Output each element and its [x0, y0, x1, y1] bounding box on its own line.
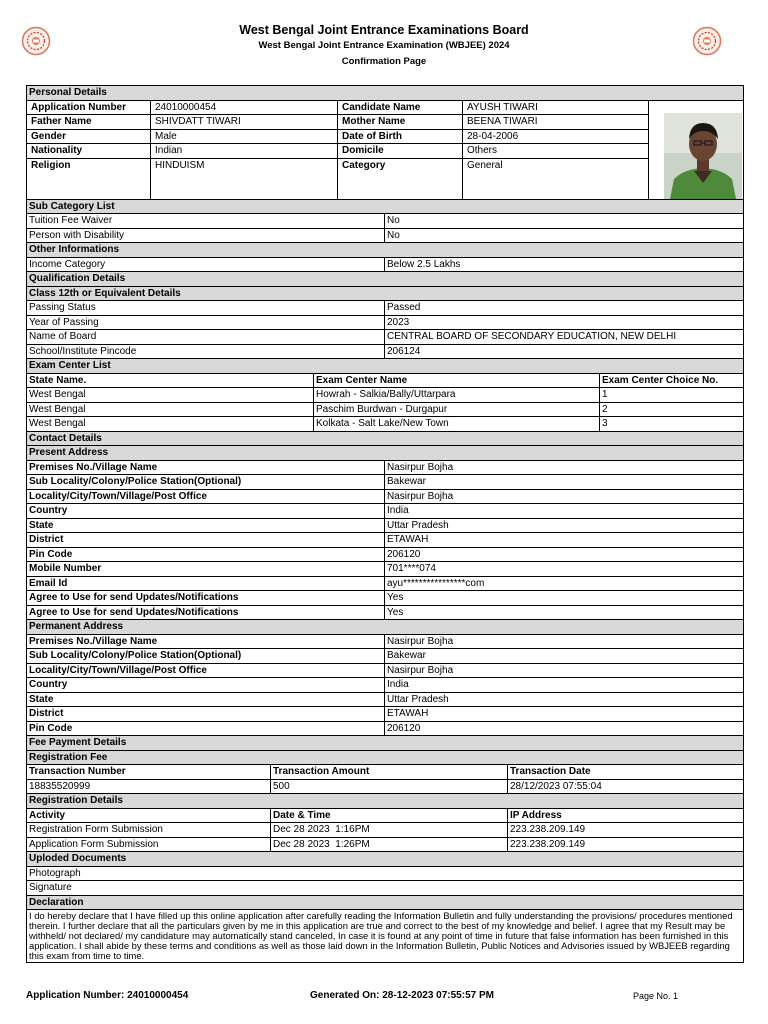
field-label: Date of Birth — [338, 130, 463, 145]
table-row — [27, 664, 743, 679]
table-row — [27, 417, 743, 432]
transaction-number: 18835520999 — [27, 780, 271, 794]
field-value: Nasirpur Bojha — [387, 490, 454, 502]
field-value: Bakewar — [387, 650, 426, 661]
subsection-present-address: Present Address — [27, 446, 743, 461]
field-label: Candidate Name — [338, 101, 463, 116]
table-row — [27, 678, 743, 693]
field-label: Locality/City/Town/Village/Post Office — [27, 664, 385, 678]
field-value: Nasirpur Bojha — [387, 664, 454, 676]
field-label: Sub Locality/Colony/Police Station(Optional) — [27, 475, 385, 489]
field-label: Category — [338, 159, 463, 200]
footer-generated-on: Generated On: 28-12-2023 07:55:57 PM — [310, 990, 494, 1001]
field-label: Premises No./Village Name — [27, 461, 385, 475]
candidate-photo — [664, 113, 742, 199]
section-sub-category: Sub Category List — [27, 200, 743, 215]
table-cell: 2 — [602, 403, 608, 415]
domicile-value: Others — [463, 144, 649, 159]
table-row — [27, 780, 743, 795]
field-label: Mobile Number — [27, 562, 385, 576]
table-row — [27, 388, 743, 403]
table-row — [27, 635, 743, 650]
field-label: Sub Locality/Colony/Police Station(Optional) — [27, 649, 385, 663]
table-row — [27, 722, 743, 737]
section-other-info: Other Informations — [27, 243, 743, 258]
section-exam-center: Exam Center List — [27, 359, 743, 374]
page-header — [0, 22, 768, 69]
table-row — [27, 115, 651, 130]
table-cell: 223.238.209.149 — [510, 824, 586, 835]
list-item — [27, 881, 743, 896]
field-label: School/Institute Pincode — [27, 345, 385, 359]
field-label: State — [27, 693, 385, 707]
column-header: Transaction Amount — [271, 765, 508, 779]
table-row — [27, 649, 743, 664]
table-row — [27, 548, 743, 563]
subsection-class-12: Class 12th or Equivalent Details — [27, 287, 743, 302]
field-value: 206120 — [387, 722, 421, 734]
table-cell: Dec 28 2023 1:26PM — [271, 838, 508, 852]
table-row — [27, 130, 651, 145]
nationality-value: Indian — [151, 144, 338, 159]
field-label: Domicile — [338, 144, 463, 159]
table-row — [27, 823, 743, 838]
table-row — [27, 519, 743, 534]
father-name-value: SHIVDATT TIWARI — [151, 115, 338, 130]
field-label: District — [27, 707, 385, 721]
field-label: Email Id — [27, 577, 385, 591]
field-value: Passed — [387, 302, 421, 313]
table-row — [27, 475, 743, 490]
table-row — [27, 707, 743, 722]
table-row — [27, 301, 743, 316]
table-row — [27, 838, 743, 853]
table-row — [27, 490, 743, 505]
field-label: Agree to Use for send Updates/Notifications — [27, 591, 385, 605]
field-label: Agree to Use for send Updates/Notifications — [27, 606, 385, 620]
field-value: Nasirpur Bojha — [387, 635, 454, 647]
field-value: No — [387, 229, 400, 241]
table-cell: Paschim Burdwan - Durgapur — [314, 403, 600, 417]
field-value: ayu****************com — [387, 577, 485, 589]
table-cell: Registration Form Submission — [27, 823, 271, 837]
religion-value: HINDUISM — [151, 159, 338, 200]
table-row — [27, 258, 743, 273]
table-row — [27, 330, 743, 345]
subsection-permanent-address: Permanent Address — [27, 620, 743, 635]
field-value: 206124 — [387, 345, 421, 357]
field-value: ETAWAH — [387, 708, 429, 719]
document-signature: Signature — [29, 882, 72, 893]
dob-value: 28-04-2006 — [463, 130, 649, 145]
table-cell: West Bengal — [27, 417, 314, 431]
field-label: Nationality — [27, 144, 151, 159]
field-value: Uttar Pradesh — [387, 519, 449, 531]
section-personal-details: Personal Details — [27, 86, 743, 101]
field-value: 701****074 — [387, 563, 436, 574]
list-item — [27, 867, 743, 882]
mother-name-value: BEENA TIWARI — [463, 115, 649, 130]
field-value: No — [387, 215, 400, 226]
field-label: Income Category — [27, 258, 385, 272]
field-label: Passing Status — [27, 301, 385, 315]
transaction-date: 28/12/2023 07:55:04 — [510, 780, 602, 792]
section-uploaded-documents: Uploded Documents — [27, 852, 743, 867]
column-header: Transaction Date — [510, 766, 591, 777]
column-header: Activity — [27, 809, 271, 823]
exam-title: West Bengal Joint Entrance Examination (WBJEE) 2024 — [258, 40, 510, 51]
table-row — [27, 461, 743, 476]
table-cell: Application Form Submission — [27, 838, 271, 852]
table-header-row — [27, 809, 743, 824]
section-registration-details: Registration Details — [27, 794, 743, 809]
field-value: India — [387, 505, 409, 516]
category-value: General — [463, 159, 649, 200]
field-value: Bakewar — [387, 476, 426, 487]
field-value: 206120 — [387, 548, 421, 560]
field-label: Gender — [27, 130, 151, 145]
table-header-row — [27, 765, 743, 780]
personal-details-table — [27, 101, 651, 199]
section-fee-payment: Fee Payment Details — [27, 736, 743, 751]
subsection-registration-fee: Registration Fee — [27, 751, 743, 766]
field-value: ETAWAH — [387, 534, 429, 545]
table-row — [27, 606, 743, 621]
field-value: Uttar Pradesh — [387, 693, 449, 705]
field-label: Year of Passing — [27, 316, 385, 330]
table-cell: West Bengal — [27, 403, 314, 417]
field-value: CENTRAL BOARD OF SECONDARY EDUCATION, NEW DELHI — [387, 331, 677, 342]
footer-application-number: Application Number: 24010000454 — [26, 990, 189, 1001]
field-label: Pin Code — [27, 548, 385, 562]
table-row — [27, 562, 743, 577]
page-type-title: Confirmation Page — [341, 56, 427, 67]
table-cell: 1 — [602, 389, 608, 400]
declaration-text: I do hereby declare that I have filled up this online application after carefully reading the Information Bulletin and fully understanding the provisions/ procedures mentioned therein. I further declare that all the particulars given by me in this application are true and correct to the best of my knowledge and belief. I agree that my Result may be withheld/ not declared/ my candidature may automatically stand canceled, In case it is found at any point of time in future that false information has been furnished in this application. I shall abide by these terms and conditions as well as those laid down in the Information Bulletin, Public Notices and Advisories issued by WBJEEB regarding this exam from time to time. — [27, 910, 743, 963]
field-label: Mother Name — [338, 115, 463, 130]
table-row — [27, 577, 743, 592]
field-label: Country — [27, 504, 385, 518]
table-row — [27, 159, 651, 200]
field-value: India — [387, 679, 409, 690]
field-label: State — [27, 519, 385, 533]
application-number-value: 24010000454 — [151, 101, 338, 116]
column-header: Date & Time — [271, 809, 508, 823]
table-row — [27, 504, 743, 519]
field-value: Yes — [387, 606, 404, 618]
table-cell: Kolkata - Salt Lake/New Town — [314, 417, 600, 431]
column-header: Transaction Number — [27, 765, 271, 779]
document-photograph: Photograph — [29, 867, 81, 879]
field-value: 2023 — [387, 316, 410, 328]
field-label: Premises No./Village Name — [27, 635, 385, 649]
table-row — [27, 591, 743, 606]
table-row — [27, 144, 651, 159]
table-header-row — [27, 374, 743, 389]
photo-cell — [651, 101, 743, 199]
footer-page-number: Page No. 1 — [633, 991, 679, 1001]
field-label: Religion — [27, 159, 151, 200]
column-header: Exam Center Choice No. — [602, 374, 719, 386]
field-value: Below 2.5 Lakhs — [387, 258, 461, 270]
personal-details-block — [27, 101, 743, 200]
gender-value: Male — [151, 130, 338, 145]
table-row — [27, 229, 743, 244]
table-cell: Howrah - Salkia/Bally/Uttarpara — [314, 388, 600, 402]
table-cell: Dec 28 2023 1:16PM — [271, 823, 508, 837]
table-cell: 223.238.209.149 — [510, 838, 586, 850]
column-header: State Name. — [27, 374, 314, 388]
section-qualification: Qualification Details — [27, 272, 743, 287]
field-label: Pin Code — [27, 722, 385, 736]
table-cell: 3 — [602, 418, 608, 429]
table-row — [27, 403, 743, 418]
table-row — [27, 316, 743, 331]
field-label: Locality/City/Town/Village/Post Office — [27, 490, 385, 504]
table-row — [27, 214, 743, 229]
table-row — [27, 533, 743, 548]
field-label: Country — [27, 678, 385, 692]
board-title: West Bengal Joint Entrance Examinations Board — [239, 23, 529, 37]
field-value: Yes — [387, 592, 404, 603]
confirmation-form — [26, 85, 744, 963]
column-header: IP Address — [510, 809, 562, 821]
field-label: Person with Disability — [27, 229, 385, 243]
field-label: Application Number — [27, 101, 151, 116]
section-contact: Contact Details — [27, 432, 743, 447]
table-cell: West Bengal — [27, 388, 314, 402]
candidate-name-value: AYUSH TIWARI — [463, 101, 649, 116]
section-declaration: Declaration — [27, 896, 743, 911]
field-label: Tuition Fee Waiver — [27, 214, 385, 228]
field-value: Nasirpur Bojha — [387, 461, 454, 473]
table-row — [27, 345, 743, 360]
field-label: District — [27, 533, 385, 547]
transaction-amount: 500 — [271, 780, 508, 794]
table-row — [27, 101, 651, 116]
field-label: Father Name — [27, 115, 151, 130]
field-label: Name of Board — [27, 330, 385, 344]
table-row — [27, 693, 743, 708]
column-header: Exam Center Name — [314, 374, 600, 388]
